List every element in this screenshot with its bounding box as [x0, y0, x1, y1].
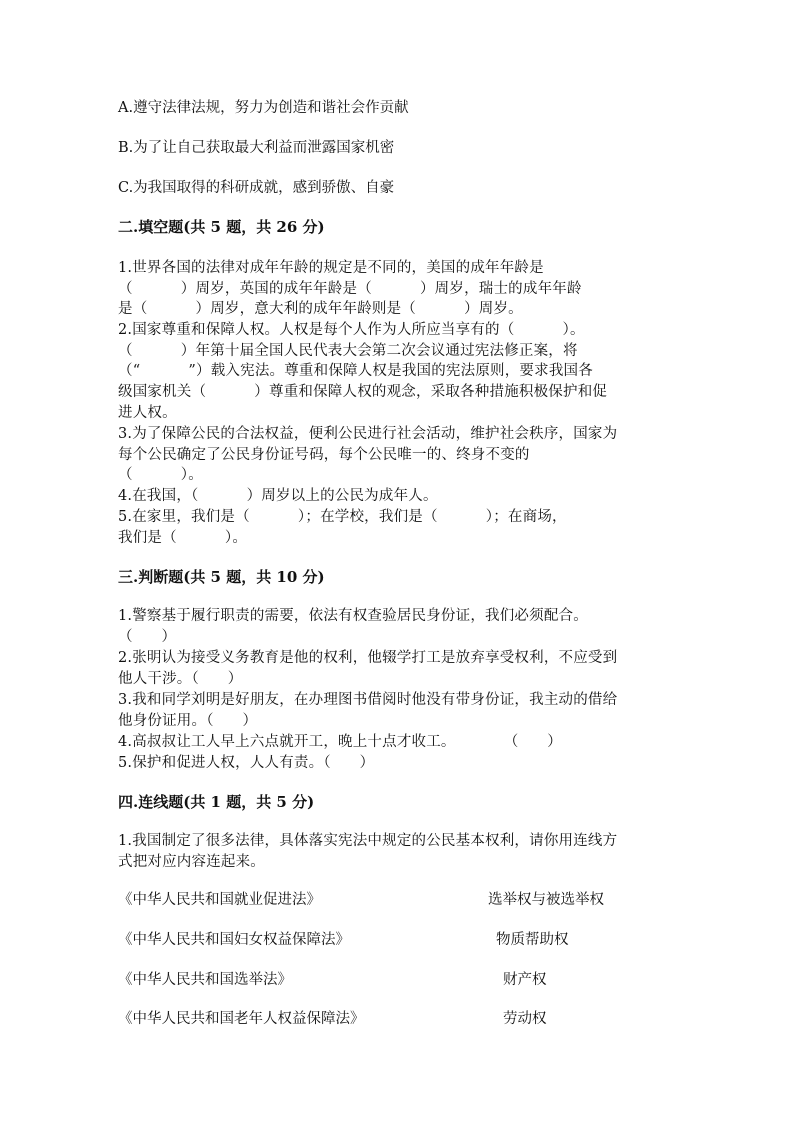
question-line: 1.我国制定了很多法律，具体落实宪法中规定的公民基本权利，请你用连线方 — [118, 833, 618, 849]
question-line: 4.在我国，（ ）周岁以上的公民为成年人。 — [118, 488, 438, 504]
option-b: B.为了让自己获取最大利益而泄露国家机密 — [118, 140, 395, 156]
right-item: 物质帮助权 — [496, 932, 569, 948]
section-heading-fill-blank: 二.填空题(共 5 题，共 26 分) — [118, 218, 325, 236]
question-line: 级国家机关（ ）尊重和保障人权的观念，采取各种措施积极保护和促 — [118, 384, 608, 400]
right-item: 劳动权 — [503, 1011, 547, 1027]
question-line: （“ ”）载入宪法。尊重和保障人权是我国的宪法原则，要求我国各 — [118, 363, 593, 379]
law-item: 《中华人民共和国妇女权益保障法》 — [118, 932, 350, 948]
law-item: 《中华人民共和国就业促进法》 — [118, 892, 321, 908]
right-item: 财产权 — [503, 972, 547, 988]
question-line: （ ）周岁，英国的成年年龄是（ ）周岁，瑞士的成年年龄 — [118, 281, 582, 297]
question-line: 我们是（ ）。 — [118, 530, 248, 546]
question-line: 1.世界各国的法律对成年年龄的规定是不同的，美国的成年年龄是 — [118, 260, 544, 276]
option-a: A.遵守法律法规，努力为创造和谐社会作贡献 — [118, 100, 409, 116]
question-line: 3.我和同学刘明是好朋友，在办理图书借阅时他没有带身份证，我主动的借给 — [118, 692, 618, 708]
question-line: （ ）年第十届全国人民代表大会第二次会议通过宪法修正案，将 — [118, 343, 578, 359]
question-line: 进人权。 — [118, 405, 177, 421]
question-line: 每个公民确定了公民身份证号码，每个公民唯一的、终身不变的 — [118, 447, 530, 463]
question-line: 1.警察基于履行职责的需要，依法有权查验居民身份证，我们必须配合。 — [118, 608, 588, 624]
question-line: （ ） — [118, 629, 177, 645]
option-c: C.为我国取得的科研成就，感到骄傲、自豪 — [118, 180, 395, 196]
question-line: （ ）。 — [118, 467, 203, 483]
question-line: 是（ ）周岁，意大利的成年年龄则是（ ）周岁。 — [118, 301, 523, 317]
question-line: 2.国家尊重和保障人权。人权是每个人作为人所应当享有的（ ）。 — [118, 322, 585, 338]
question-line: 2.张明认为接受义务教育是他的权利，他辍学打工是放弃享受权利，不应受到 — [118, 650, 618, 666]
question-line: 他人干涉。（ ） — [118, 671, 243, 687]
question-line: 式把对应内容连起来。 — [118, 854, 265, 870]
law-item: 《中华人民共和国选举法》 — [118, 972, 292, 988]
right-item: 选举权与被选举权 — [488, 892, 604, 908]
question-line: 3.为了保障公民的合法权益，便利公民进行社会活动，维护社会秩序，国家为 — [118, 426, 618, 442]
question-line: 4.高叔叔让工人早上六点就开工，晚上十点才收工。 （ ） — [118, 734, 562, 750]
section-heading-matching: 四.连线题(共 1 题，共 5 分) — [118, 793, 315, 811]
section-heading-true-false: 三.判断题(共 5 题，共 10 分) — [118, 568, 325, 586]
question-line: 5.保护和促进人权，人人有责。（ ） — [118, 755, 375, 771]
question-line: 5.在家里，我们是（ ）；在学校，我们是（ ）；在商场， — [118, 509, 567, 525]
law-item: 《中华人民共和国老年人权益保障法》 — [118, 1011, 365, 1027]
question-line: 他身份证用。（ ） — [118, 713, 258, 729]
